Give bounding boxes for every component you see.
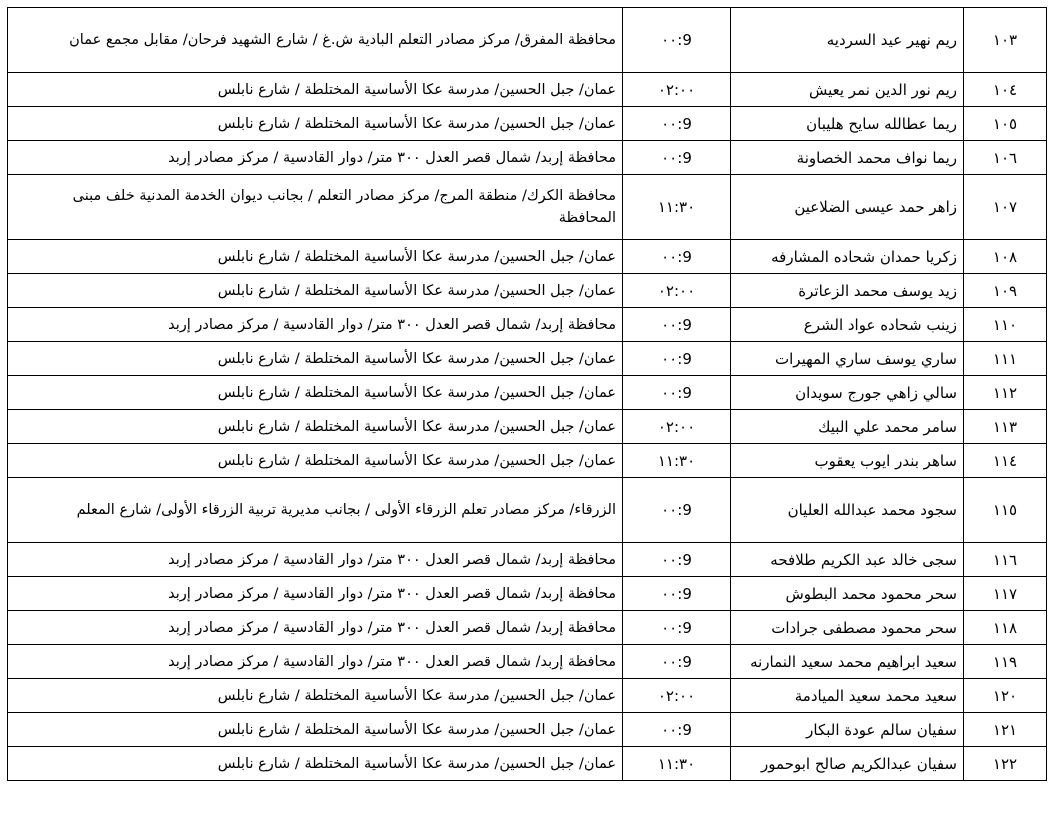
exam-location: عمان/ جبل الحسين/ مدرسة عكا الأساسية المختلطة / شارع نابلس [8, 73, 623, 107]
table-row [8, 611, 1047, 645]
candidate-name: سفيان سالم عودة البكار [731, 713, 964, 747]
candidate-name: ساهر بندر ايوب يعقوب [731, 444, 964, 478]
exam-time: ١١:٣٠ [623, 444, 731, 478]
candidate-name: سعيد ابراهيم محمد سعيد النمارنه [731, 645, 964, 679]
row-number: ١١٥ [964, 478, 1047, 543]
row-number: ١٠٣ [964, 8, 1047, 73]
candidate-name: سجود محمد عبدالله العليان [731, 478, 964, 543]
table-row [8, 645, 1047, 679]
row-number: ١١٣ [964, 410, 1047, 444]
exam-location: عمان/ جبل الحسين/ مدرسة عكا الأساسية المختلطة / شارع نابلس [8, 444, 623, 478]
exam-time: 9:٠٠ [623, 543, 731, 577]
candidate-name: سجى خالد عبد الكريم طلافحه [731, 543, 964, 577]
table-row [8, 543, 1047, 577]
table-row [8, 444, 1047, 478]
row-number: ١١٦ [964, 543, 1047, 577]
table-row [8, 478, 1047, 543]
exam-location: عمان/ جبل الحسين/ مدرسة عكا الأساسية المختلطة / شارع نابلس [8, 376, 623, 410]
exam-time: ١١:٣٠ [623, 747, 731, 781]
exam-location: عمان/ جبل الحسين/ مدرسة عكا الأساسية المختلطة / شارع نابلس [8, 274, 623, 308]
row-number: ١١٩ [964, 645, 1047, 679]
row-number: ١١٧ [964, 577, 1047, 611]
candidates-table [7, 7, 1047, 781]
row-number: ١٠٥ [964, 107, 1047, 141]
row-number: ١١١ [964, 342, 1047, 376]
table-row [8, 713, 1047, 747]
exam-time: 9:٠٠ [623, 107, 731, 141]
exam-time: 9:٠٠ [623, 478, 731, 543]
row-number: ١٠٩ [964, 274, 1047, 308]
candidate-name: ريما عطالله سايح هليبان [731, 107, 964, 141]
exam-time: 9:٠٠ [623, 611, 731, 645]
exam-time: 9:٠٠ [623, 141, 731, 175]
row-number: ١١٤ [964, 444, 1047, 478]
row-number: ١٠٦ [964, 141, 1047, 175]
table-row [8, 8, 1047, 73]
exam-location: عمان/ جبل الحسين/ مدرسة عكا الأساسية المختلطة / شارع نابلس [8, 107, 623, 141]
exam-time: ٠٢:٠٠ [623, 274, 731, 308]
candidate-name: سعيد محمد سعيد الميادمة [731, 679, 964, 713]
exam-time: 9:٠٠ [623, 308, 731, 342]
exam-location: عمان/ جبل الحسين/ مدرسة عكا الأساسية المختلطة / شارع نابلس [8, 240, 623, 274]
candidates-table-wrapper [7, 7, 1047, 781]
candidate-name: سحر محمود مصطفى جرادات [731, 611, 964, 645]
row-number: ١٠٨ [964, 240, 1047, 274]
exam-time: 9:٠٠ [623, 645, 731, 679]
table-row [8, 376, 1047, 410]
table-body [8, 8, 1047, 781]
row-number: ١٢٢ [964, 747, 1047, 781]
row-number: ١١٠ [964, 308, 1047, 342]
row-number: ١٢١ [964, 713, 1047, 747]
exam-location: عمان/ جبل الحسين/ مدرسة عكا الأساسية المختلطة / شارع نابلس [8, 410, 623, 444]
row-number: ١١٨ [964, 611, 1047, 645]
table-row [8, 308, 1047, 342]
table-row [8, 679, 1047, 713]
row-number: ١٢٠ [964, 679, 1047, 713]
table-row [8, 410, 1047, 444]
candidate-name: سامر محمد علي البيك [731, 410, 964, 444]
candidate-name: ريم نهير عيد السرديه [731, 8, 964, 73]
table-row [8, 73, 1047, 107]
table-row [8, 577, 1047, 611]
table-row [8, 747, 1047, 781]
exam-time: 9:٠٠ [623, 240, 731, 274]
exam-time: 9:٠٠ [623, 8, 731, 73]
exam-time: 9:٠٠ [623, 577, 731, 611]
exam-location: محافظة إربد/ شمال قصر العدل ٣٠٠ متر/ دوار القادسية / مركز مصادر إربد [8, 141, 623, 175]
table-row [8, 342, 1047, 376]
candidate-name: ريما نواف محمد الخصاونة [731, 141, 964, 175]
exam-time: 9:٠٠ [623, 342, 731, 376]
exam-time: 9:٠٠ [623, 713, 731, 747]
exam-time: ٠٢:٠٠ [623, 679, 731, 713]
exam-location: عمان/ جبل الحسين/ مدرسة عكا الأساسية المختلطة / شارع نابلس [8, 342, 623, 376]
exam-time: 9:٠٠ [623, 376, 731, 410]
table-row [8, 175, 1047, 240]
exam-location: محافظة إربد/ شمال قصر العدل ٣٠٠ متر/ دوار القادسية / مركز مصادر إربد [8, 577, 623, 611]
exam-location: محافظة إربد/ شمال قصر العدل ٣٠٠ متر/ دوار القادسية / مركز مصادر إربد [8, 543, 623, 577]
exam-location: محافظة إربد/ شمال قصر العدل ٣٠٠ متر/ دوار القادسية / مركز مصادر إربد [8, 611, 623, 645]
exam-location: عمان/ جبل الحسين/ مدرسة عكا الأساسية المختلطة / شارع نابلس [8, 679, 623, 713]
candidate-name: سفيان عبدالكريم صالح ابوحمور [731, 747, 964, 781]
exam-location: الزرقاء/ مركز مصادر تعلم الزرقاء الأولى / بجانب مديرية تربية الزرقاء الأولى/ شارع المعلم [8, 478, 623, 543]
exam-location: محافظة إربد/ شمال قصر العدل ٣٠٠ متر/ دوار القادسية / مركز مصادر إربد [8, 308, 623, 342]
exam-time: ٠٢:٠٠ [623, 73, 731, 107]
exam-time: ١١:٣٠ [623, 175, 731, 240]
candidate-name: سالي زاهي جورج سويدان [731, 376, 964, 410]
exam-location: محافظة الكرك/ منطقة المرج/ مركز مصادر التعلم / بجانب ديوان الخدمة المدنية خلف مبنى المحافظة [8, 175, 623, 240]
table-row [8, 107, 1047, 141]
exam-location: محافظة المفرق/ مركز مصادر التعلم البادية ش.غ / شارع الشهيد فرحان/ مقابل مجمع عمان [8, 8, 623, 73]
candidate-name: زاهر حمد عيسى الضلاعين [731, 175, 964, 240]
candidate-name: ريم نور الدين نمر يعيش [731, 73, 964, 107]
table-row [8, 141, 1047, 175]
candidate-name: زكريا حمدان شحاده المشارفه [731, 240, 964, 274]
row-number: ١١٢ [964, 376, 1047, 410]
exam-location: عمان/ جبل الحسين/ مدرسة عكا الأساسية المختلطة / شارع نابلس [8, 747, 623, 781]
exam-time: ٠٢:٠٠ [623, 410, 731, 444]
table-row [8, 274, 1047, 308]
exam-location: محافظة إربد/ شمال قصر العدل ٣٠٠ متر/ دوار القادسية / مركز مصادر إربد [8, 645, 623, 679]
exam-location: عمان/ جبل الحسين/ مدرسة عكا الأساسية المختلطة / شارع نابلس [8, 713, 623, 747]
candidate-name: زينب شحاده عواد الشرع [731, 308, 964, 342]
table-row [8, 240, 1047, 274]
row-number: ١٠٤ [964, 73, 1047, 107]
candidate-name: سحر محمود محمد البطوش [731, 577, 964, 611]
candidate-name: زيد يوسف محمد الزعاترة [731, 274, 964, 308]
row-number: ١٠٧ [964, 175, 1047, 240]
candidate-name: ساري يوسف ساري المهيرات [731, 342, 964, 376]
